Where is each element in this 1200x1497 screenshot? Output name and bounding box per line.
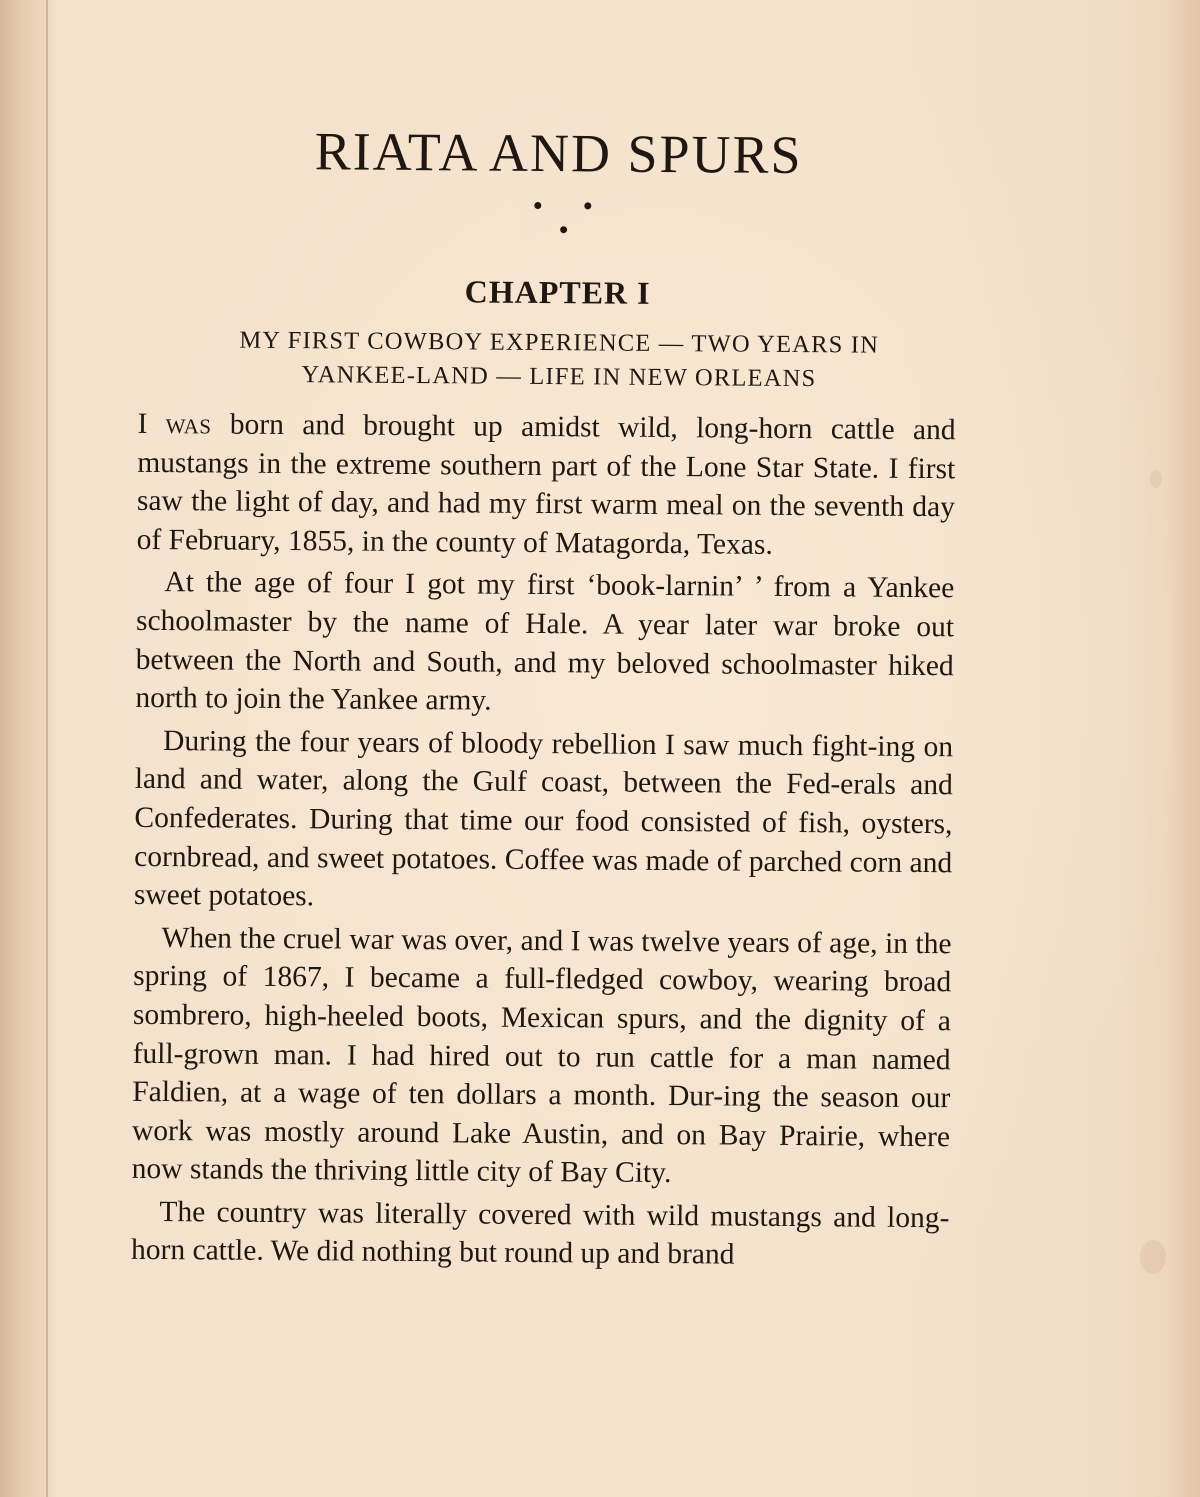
chapter-subtitle bbox=[138, 323, 957, 397]
paragraph-1 bbox=[137, 405, 956, 566]
paragraph-3: During the four years of bloody rebellion I saw much fight-ing on land and water, along the Gulf coast, between the Fed-erals and Confederates. During that time our food consisted of fish, oysters, cornbread, and sweet potatoes. Coffee was made of parched corn and sweet potatoes. bbox=[133, 724, 954, 913]
paragraph-2: At the age of four I got my first ‘book-larnin’ ’ from a Yankee schoolmaster by the name of Hale. A year later war broke out between the North and South, and my beloved schoolmaster hiked north to join the Yankee army. bbox=[135, 566, 955, 717]
page-gutter-shadow bbox=[0, 0, 58, 1497]
ornament-dot bbox=[584, 202, 591, 209]
chapter-body bbox=[131, 405, 956, 1276]
book-title: RIATA AND SPURS bbox=[314, 121, 803, 186]
paper-stain bbox=[1150, 470, 1162, 488]
paragraph-lead: I bbox=[137, 407, 148, 440]
paper-stain bbox=[1140, 1240, 1166, 1274]
paragraph-4: When the cruel war was over, and I was twelve years of age, in the spring of 1867, I became a full-fledged cowboy, wearing broad sombrero, high-heeled boots, Mexican spurs, and the dignity of a full-grown man. I had hired out to run cattle for a man named Faldien, at a wage of ten dollars a month. Dur-ing the season our work was mostly around Lake Austin, and on Bay Prairie, where now stands the thriving little city of Bay City. bbox=[131, 921, 952, 1190]
page-content bbox=[131, 115, 958, 1280]
ornament-dot bbox=[560, 226, 567, 233]
paragraph-5: The country was literally covered with wild mustangs and long-horn cattle. We did nothing but round up and brand bbox=[130, 1195, 950, 1272]
page-fold-line bbox=[46, 0, 48, 1497]
ornament-dot bbox=[534, 202, 541, 209]
page-edge-shadow bbox=[1168, 0, 1200, 1497]
paragraph-text: born and brought up amidst wild, long-horn cattle and mustangs in the extreme southern part of the Lone Star State. I first saw the light of day, and had my first warm meal on the seventh day of February, 1855, in the county of Matagorda, Texas. bbox=[136, 408, 956, 561]
paragraph-lead-smallcaps: was bbox=[165, 408, 212, 441]
subtitle-line: MY FIRST COWBOY EXPERIENCE — TWO YEARS IN bbox=[239, 326, 880, 359]
chapter-heading: CHAPTER I bbox=[464, 273, 651, 311]
subtitle-line: YANKEE-LAND — LIFE IN NEW ORLEANS bbox=[301, 361, 817, 393]
ornament-dots bbox=[139, 199, 957, 249]
